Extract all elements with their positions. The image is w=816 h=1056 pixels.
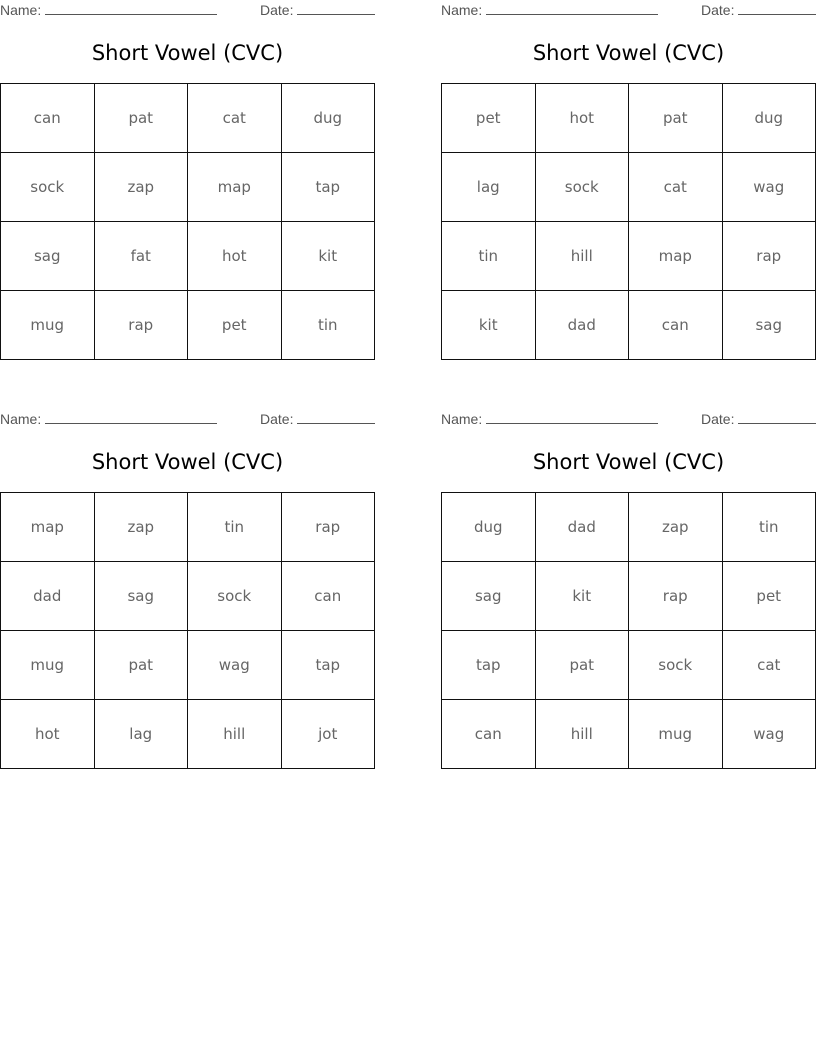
- grid-row: [442, 222, 816, 291]
- word-cell: mug: [1, 631, 95, 700]
- grid-row: [1, 291, 375, 360]
- word-cell: dad: [1, 562, 95, 631]
- grid-row: [1, 493, 375, 562]
- word-cell: tin: [722, 493, 816, 562]
- grid-row: [442, 153, 816, 222]
- date-label: Date:: [701, 2, 735, 18]
- date-blank-line[interactable]: [297, 2, 375, 15]
- word-cell: fat: [94, 222, 188, 291]
- word-cell: map: [1, 493, 95, 562]
- word-cell: sock: [629, 631, 723, 700]
- word-cell: can: [1, 84, 95, 153]
- date-field[interactable]: [701, 411, 816, 427]
- word-cell: mug: [629, 700, 723, 769]
- card-header: [441, 0, 816, 20]
- word-cell: pat: [94, 631, 188, 700]
- word-cell: cat: [722, 631, 816, 700]
- word-cell: can: [281, 562, 375, 631]
- word-cell: tin: [188, 493, 282, 562]
- name-blank-line[interactable]: [486, 2, 658, 15]
- card-header: [441, 409, 816, 429]
- word-cell: rap: [722, 222, 816, 291]
- word-cell: dug: [722, 84, 816, 153]
- word-cell: lag: [94, 700, 188, 769]
- name-blank-line[interactable]: [45, 2, 217, 15]
- word-cell: wag: [722, 700, 816, 769]
- word-cell: kit: [535, 562, 629, 631]
- word-cell: hill: [535, 700, 629, 769]
- word-cell: hot: [1, 700, 95, 769]
- word-cell: cat: [629, 153, 723, 222]
- grid-row: [442, 562, 816, 631]
- name-field[interactable]: [441, 411, 658, 427]
- grid-row: [442, 493, 816, 562]
- name-field[interactable]: [0, 2, 217, 18]
- date-field[interactable]: [260, 411, 375, 427]
- word-cell: pet: [722, 562, 816, 631]
- word-cell: dad: [535, 493, 629, 562]
- grid-row: [1, 153, 375, 222]
- word-cell: sag: [1, 222, 95, 291]
- word-cell: tap: [281, 631, 375, 700]
- word-cell: tap: [442, 631, 536, 700]
- word-cell: hot: [535, 84, 629, 153]
- word-cell: mug: [1, 291, 95, 360]
- word-cell: jot: [281, 700, 375, 769]
- name-blank-line[interactable]: [45, 411, 217, 424]
- word-cell: pat: [535, 631, 629, 700]
- word-cell: dug: [281, 84, 375, 153]
- grid-row: [1, 84, 375, 153]
- word-cell: kit: [281, 222, 375, 291]
- grid-row: [442, 631, 816, 700]
- name-label: Name:: [0, 411, 42, 427]
- grid-row: [1, 631, 375, 700]
- name-label: Name:: [441, 411, 483, 427]
- word-cell: can: [629, 291, 723, 360]
- date-blank-line[interactable]: [297, 411, 375, 424]
- word-cell: pat: [629, 84, 723, 153]
- word-cell: zap: [94, 493, 188, 562]
- word-cell: rap: [629, 562, 723, 631]
- word-cell: kit: [442, 291, 536, 360]
- grid-row: [442, 84, 816, 153]
- name-field[interactable]: [441, 2, 658, 18]
- word-cell: map: [629, 222, 723, 291]
- grid-row: [1, 700, 375, 769]
- word-cell: sock: [188, 562, 282, 631]
- word-cell: dug: [442, 493, 536, 562]
- grid-row: [1, 222, 375, 291]
- word-cell: tin: [442, 222, 536, 291]
- word-cell: tap: [281, 153, 375, 222]
- grid-row: [1, 562, 375, 631]
- date-blank-line[interactable]: [738, 411, 816, 424]
- card-title: Short Vowel (CVC): [91, 41, 284, 65]
- word-cell: cat: [188, 84, 282, 153]
- word-cell: tin: [281, 291, 375, 360]
- card-header: [0, 409, 375, 429]
- grid-row: [442, 700, 816, 769]
- card-title: Short Vowel (CVC): [91, 450, 284, 474]
- word-cell: wag: [722, 153, 816, 222]
- date-field[interactable]: [701, 2, 816, 18]
- word-cell: pat: [94, 84, 188, 153]
- word-cell: can: [442, 700, 536, 769]
- word-cell: rap: [94, 291, 188, 360]
- card-header: [0, 0, 375, 20]
- word-cell: dad: [535, 291, 629, 360]
- card-title: Short Vowel (CVC): [532, 450, 725, 474]
- word-cell: hill: [535, 222, 629, 291]
- date-label: Date:: [260, 411, 294, 427]
- name-blank-line[interactable]: [486, 411, 658, 424]
- date-field[interactable]: [260, 2, 375, 18]
- word-cell: zap: [94, 153, 188, 222]
- name-field[interactable]: [0, 411, 217, 427]
- bingo-grid: [441, 492, 816, 769]
- word-cell: rap: [281, 493, 375, 562]
- word-cell: pet: [188, 291, 282, 360]
- bingo-grid: [0, 83, 375, 360]
- date-label: Date:: [260, 2, 294, 18]
- word-cell: map: [188, 153, 282, 222]
- name-label: Name:: [0, 2, 42, 18]
- date-label: Date:: [701, 411, 735, 427]
- word-cell: hot: [188, 222, 282, 291]
- word-cell: sag: [442, 562, 536, 631]
- word-cell: sag: [94, 562, 188, 631]
- word-cell: pet: [442, 84, 536, 153]
- word-cell: wag: [188, 631, 282, 700]
- bingo-grid: [0, 492, 375, 769]
- word-cell: hill: [188, 700, 282, 769]
- date-blank-line[interactable]: [738, 2, 816, 15]
- bingo-grid: [441, 83, 816, 360]
- word-cell: sag: [722, 291, 816, 360]
- grid-row: [442, 291, 816, 360]
- word-cell: sock: [1, 153, 95, 222]
- word-cell: lag: [442, 153, 536, 222]
- word-cell: zap: [629, 493, 723, 562]
- word-cell: sock: [535, 153, 629, 222]
- name-label: Name:: [441, 2, 483, 18]
- card-title: Short Vowel (CVC): [532, 41, 725, 65]
